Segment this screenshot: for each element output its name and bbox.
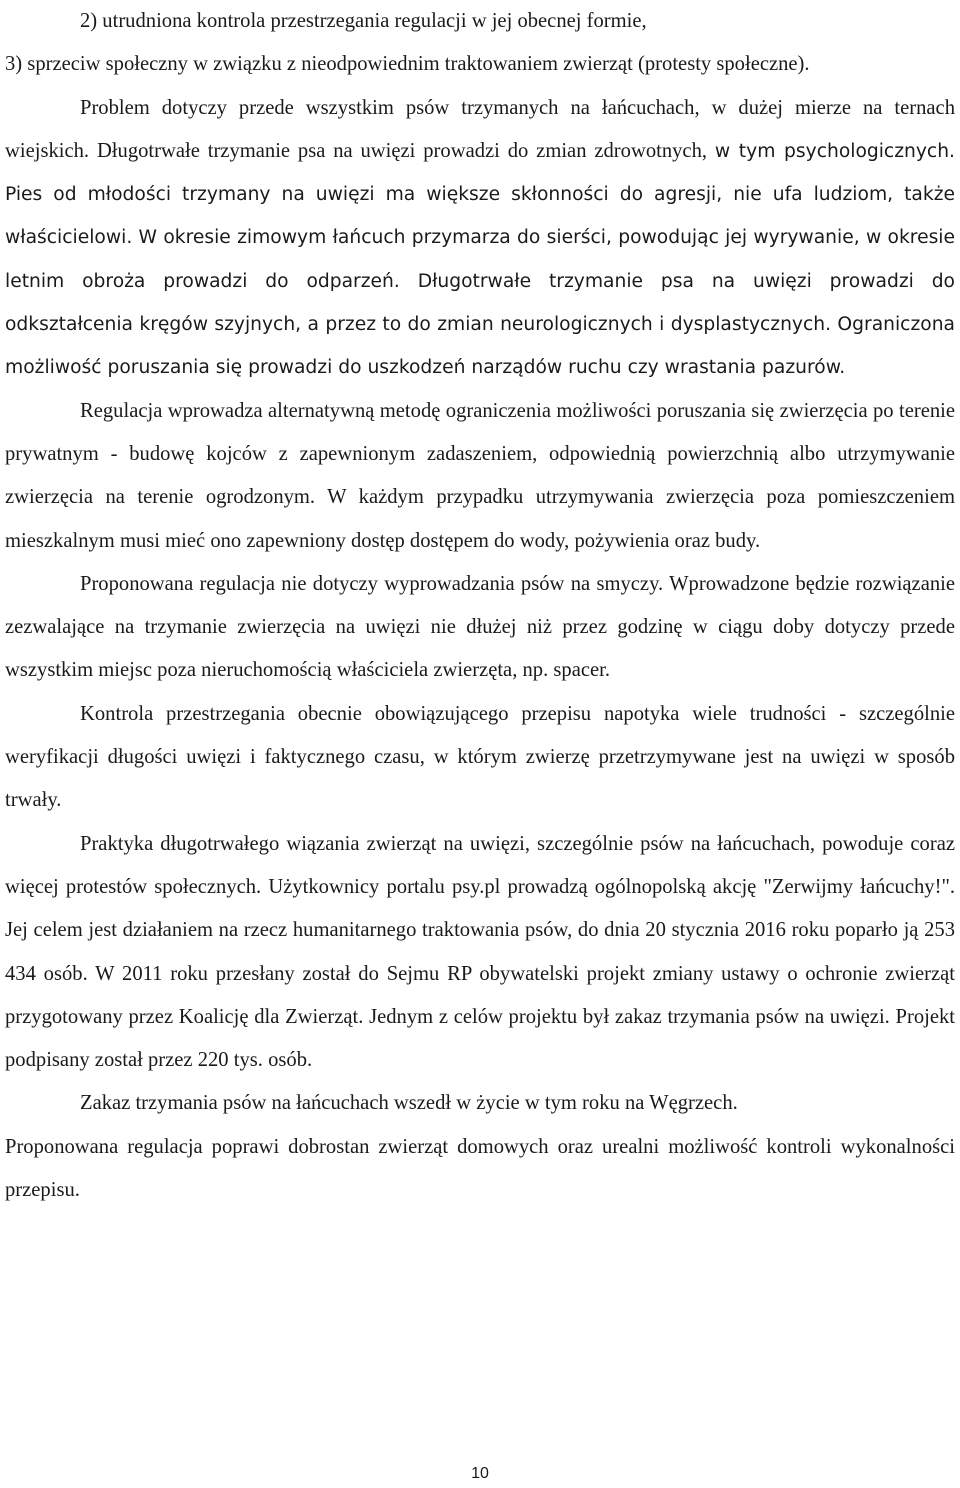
paragraph-problem bbox=[5, 87, 955, 390]
paragraph-regulation: Regulacja wprowadza alternatywną metodę ograniczenia możliwości poruszania się zwierzęcia po terenie prywatnym - budowę kojców z zapewnionym zadaszeniem, odpowiednią powierzchnią albo utrzymywanie zwierzęcia na terenie ogrodzonym. W każdym przypadku utrzymywania zwierzęcia poza pomieszczeniem mieszkalnym musi mieć ono zapewniony dostęp dostępem do wody, pożywienia oraz budy. bbox=[5, 399, 955, 552]
paragraph-problem-s3: w tym psychologicznych. Pies od młodości trzymany na uwięzi ma większe skłonności do agresji, nie ufa ludziom, także właścicielowi. W okresie zimowym łańcuch przymarza do sierści, powodując jej wyrywanie, w okresie letnim obroża prowadzi do odparzeń. Długotrwałe trzymanie psa na uwięzi prowadzi do odkształcenia kręgów szyjnych, a przez to do zmian neurologicznych i dysplastycznych. Ograniczona możliwość poruszania się prowadzi do uszkodzeń narządów ruchu czy wrastania pazurów. bbox=[5, 140, 955, 379]
body-text bbox=[5, 0, 955, 1212]
paragraph-leash: Proponowana regulacja nie dotyczy wyprowadzania psów na smyczy. Wprowadzone będzie rozwiązanie zezwalające na trzymanie zwierzęcia na uwięzi nie dłużej niż przez godzinę w ciągu doby dotyczy przede wszystkim miejsc poza nieruchomością właściciela zwierzęta, np. spacer. bbox=[5, 572, 955, 682]
list-item-3 bbox=[5, 43, 955, 86]
list-item-3-text: 3) sprzeciw społeczny w związku z nieodpowiednim traktowaniem zwierząt (protesty społeczne). bbox=[5, 53, 810, 76]
paragraph-problem-s2: Długotrwałe trzymanie psa na uwięzi prowadzi do zmian zdrowotnych, bbox=[96, 139, 708, 162]
list-item-2: 2) utrudniona kontrola przestrzegania regulacji w jej obecnej formie, bbox=[80, 10, 647, 32]
paragraph-control: Kontrola przestrzegania obecnie obowiązującego przepisu napotyka wiele trudności - szczególnie weryfikacji długości uwięzi i faktycznego czasu, w którym zwierzę przetrzymywane jest na uwięzi w sposób trwały. bbox=[5, 702, 955, 812]
paragraph-hungary: Zakaz trzymania psów na łańcuchach wszedł w życie w tym roku na Węgrzech. bbox=[80, 1092, 738, 1115]
page-number: 10 bbox=[471, 1465, 489, 1482]
paragraph-problem-s1: Problem dotyczy przede wszystkim psów trzymanych na łańcuchach, w dużej mierze na ternach wiejskich. bbox=[5, 96, 955, 162]
paragraph-conclusion: Proponowana regulacja poprawi dobrostan zwierząt domowych oraz urealni możliwość kontroli wykonalności przepisu. bbox=[5, 1135, 955, 1202]
paragraph-practice: Praktyka długotrwałego wiązania zwierząt na uwięzi, szczególnie psów na łańcuchach, powoduje coraz więcej protestów społecznych. Użytkownicy portalu psy.pl prowadzą ogólnopolską akcję "Zerwijmy łańcuchy!". Jej celem jest działaniem na rzecz humanitarnego traktowania psów, do dnia 20 stycznia 2016 roku poparło ją 253 434 osób. W 2011 roku przesłany został do Sejmu RP obywatelski projekt zmiany ustawy o ochronie zwierząt przygotowany przez Koalicję dla Zwierząt. Jednym z celów projektu był zakaz trzymania psów na uwięzi. Projekt podpisany został przez 220 tys. osób. bbox=[5, 832, 955, 1072]
